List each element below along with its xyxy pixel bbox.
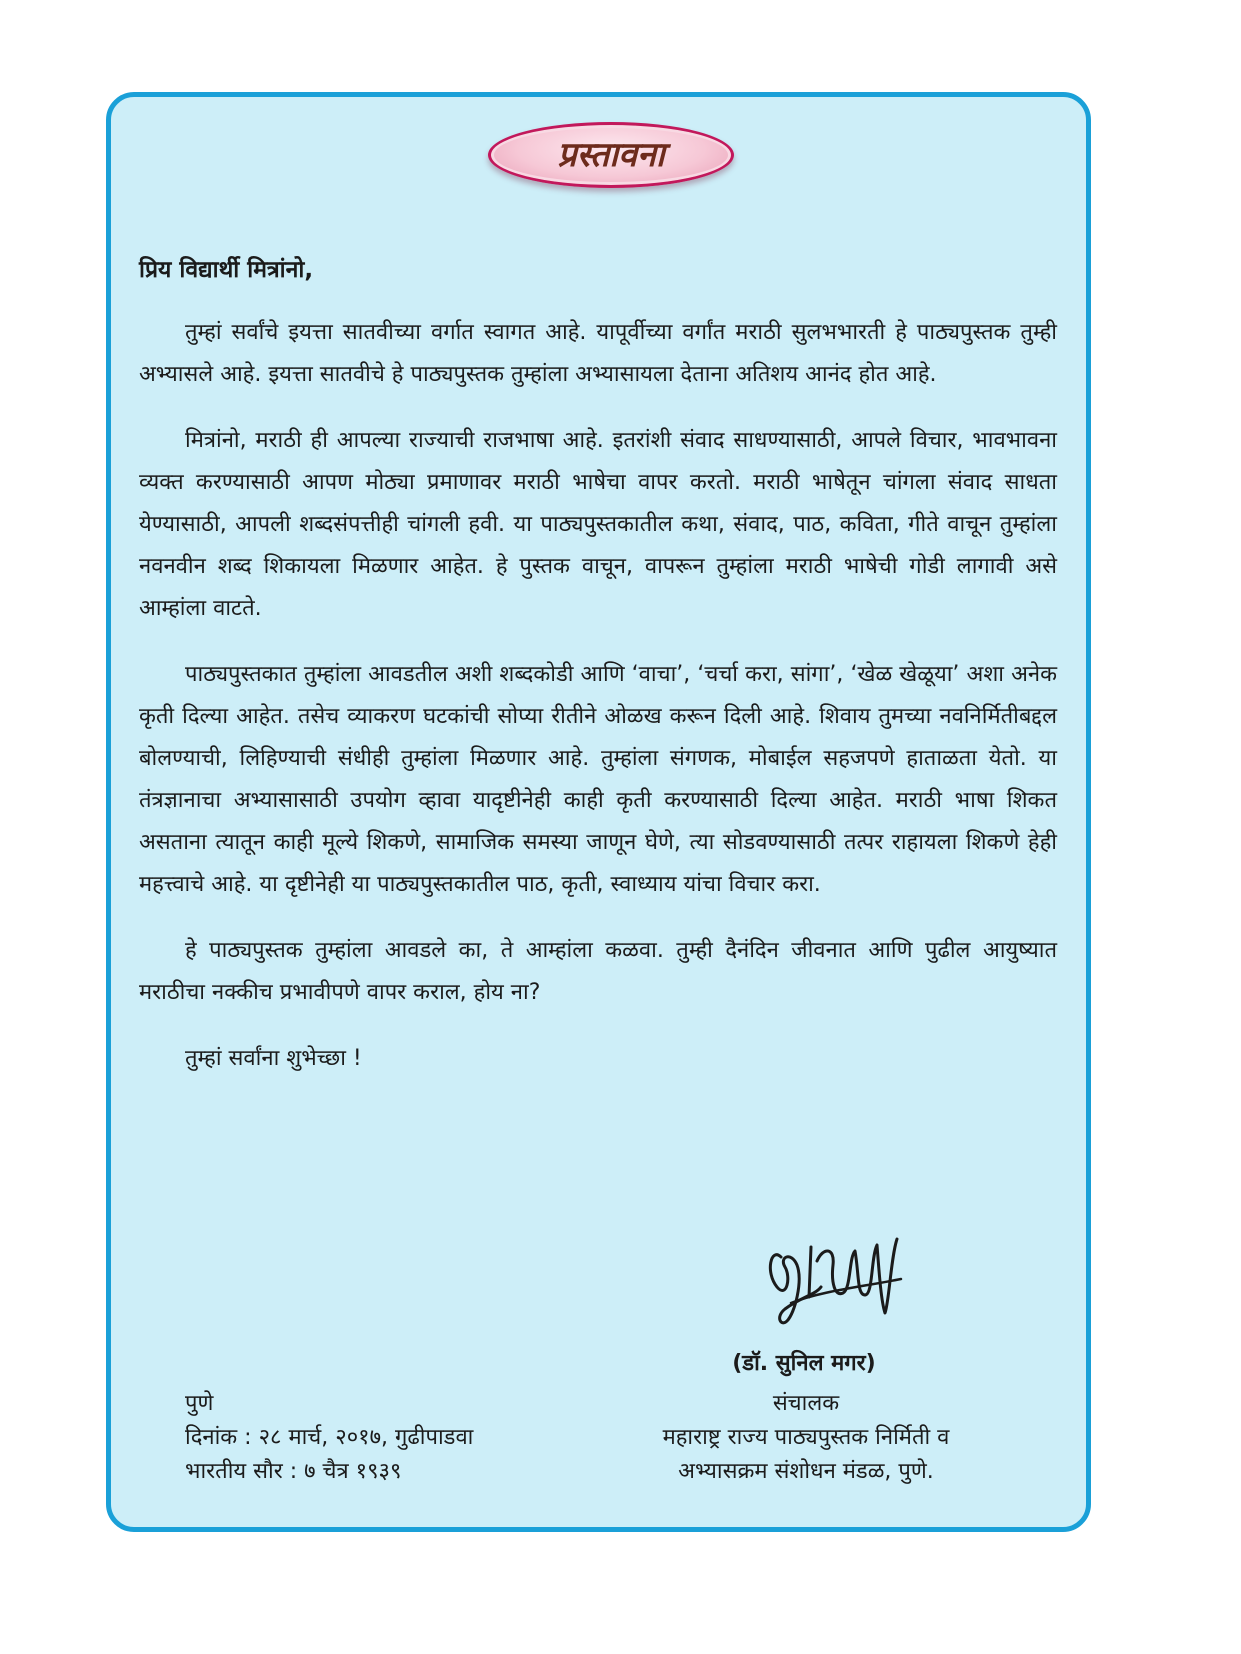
saka-date: भारतीय सौर : ७ चैत्र १९३९ bbox=[185, 1459, 402, 1484]
handwritten-signature bbox=[751, 1217, 911, 1337]
place-city: पुणे bbox=[185, 1391, 214, 1416]
signature-icon bbox=[751, 1217, 911, 1337]
signatory-block bbox=[616, 1387, 996, 1489]
closing-greeting: तुम्हां सर्वांना शुभेच्छा ! bbox=[185, 1046, 362, 1071]
place-date-block bbox=[185, 1387, 473, 1489]
page-title: प्रस्तावना bbox=[557, 135, 665, 175]
signatory-designation: संचालक bbox=[772, 1391, 840, 1416]
organization-line-2: अभ्यासक्रम संशोधन मंडळ, पुणे. bbox=[678, 1459, 934, 1484]
paragraph-2: मित्रांनो, मराठी ही आपल्या राज्याची राजभाषा आहे. इतरांशी संवाद साधण्यासाठी, आपले विचार, भावभावना व्यक्त करण्यासाठी आपण मोठ्या प्रमाणावर मराठी भाषेचा वापर करतो. मराठी भाषेतून चांगला संवाद साधता येण्यासाठी, आपली शब्दसंपत्तीही चांगली हवी. या पाठ्यपुस्तकातील कथा, संवाद, पाठ, कविता, गीते वाचून तुम्हांला नवनवीन शब्द शिकायला मिळणार आहेत. हे पुस्तक वाचून, वापरून तुम्हांला मराठी भाषेची गोडी लागावी असे आम्हांला वाटते. bbox=[139, 428, 1057, 621]
organization-line-1: महाराष्ट्र राज्य पाठ्यपुस्तक निर्मिती व bbox=[662, 1425, 950, 1450]
salutation: प्रिय विद्यार्थी मित्रांनो, bbox=[139, 257, 314, 283]
paragraph-4: हे पाठ्यपुस्तक तुम्हांला आवडले का, ते आम्हांला कळवा. तुम्ही दैनंदिन जीवनात आणि पुढील आयुष्यात मराठीचा नक्कीच प्रभावीपणे वापर कराल, होय ना? bbox=[139, 938, 1057, 1005]
signatory-name: (डॉ. सुनिल मगर) bbox=[732, 1351, 876, 1376]
gregorian-date: दिनांक : २८ मार्च, २०१७, गुढीपाडवा bbox=[185, 1425, 474, 1450]
title-badge bbox=[488, 122, 734, 188]
paragraph-1: तुम्हां सर्वांचे इयत्ता सातवीच्या वर्गात स्वागत आहे. यापूर्वीच्या वर्गांत मराठी सुलभभारती हे पाठ्यपुस्तक तुम्ही अभ्यासले आहे. इयत्ता सातवीचे हे पाठ्यपुस्तक तुम्हांला अभ्यासायला देताना अतिशय आनंद होत आहे. bbox=[139, 320, 1057, 387]
paragraph-3: पाठ्यपुस्तकात तुम्हांला आवडतील अशी शब्दकोडी आणि ‘वाचा’, ‘चर्चा करा, सांगा’, ‘खेळ खेळूया’ अशा अनेक कृती दिल्या आहेत. तसेच व्याकरण घटकांची सोप्या रीतीने ओळख करून दिली आहे. शिवाय तुमच्या नवनिर्मितीबद्दल बोलण्याची, लिहिण्याची संधीही तुम्हांला मिळणार आहे. तुम्हांला संगणक, मोबाईल सहजपणे हाताळता येतो. या तंत्रज्ञानाचा अभ्यासासाठी उपयोग व्हावा यादृष्टीनेही काही कृती करण्यासाठी दिल्या आहेत. मराठी भाषा शिकत असताना त्यातून काही मूल्ये शिकणे, सामाजिक समस्या जाणून घेणे, त्या सोडवण्यासाठी तत्पर राहायला शिकणे हेही महत्त्वाचे आहे. या दृष्टीनेही या पाठ्यपुस्तकातील पाठ, कृती, स्वाध्याय यांचा विचार करा. bbox=[139, 662, 1057, 897]
preface-panel bbox=[106, 92, 1091, 1532]
letter-body bbox=[139, 312, 1057, 1080]
